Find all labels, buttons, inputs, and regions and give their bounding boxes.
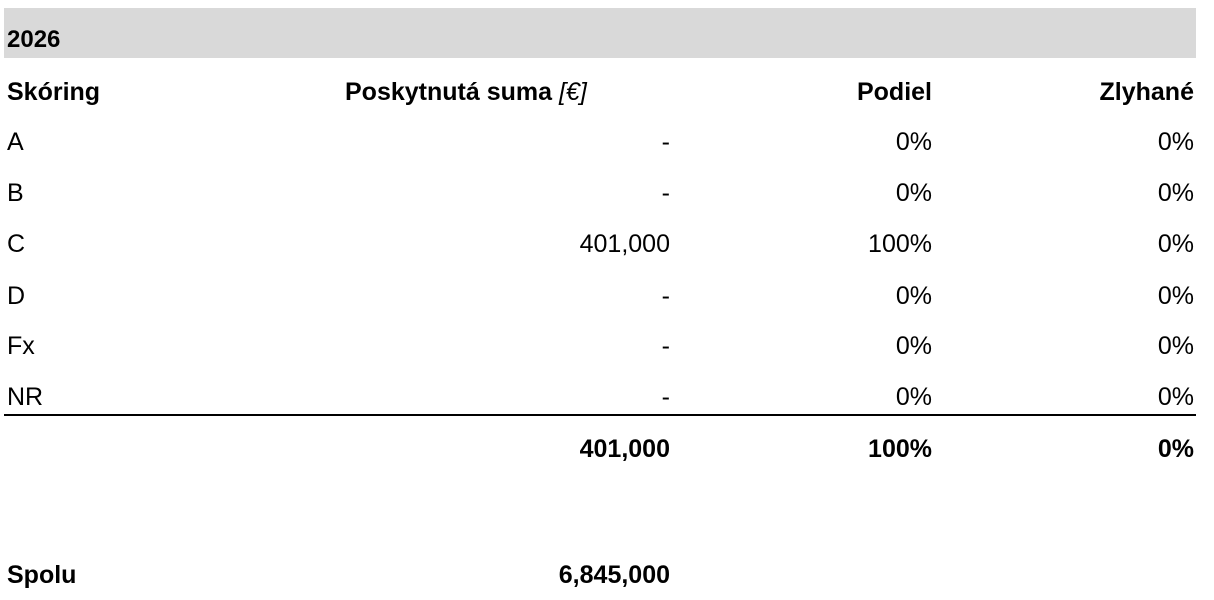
row-nr-share: 0% <box>895 383 932 411</box>
subtotal-amount: 401,000 <box>579 435 670 463</box>
row-fx-share: 0% <box>895 332 932 360</box>
column-header-amount-unit: [€] <box>558 78 587 106</box>
row-d-share: 0% <box>895 282 932 310</box>
column-header-share: Podiel <box>856 78 932 106</box>
row-a-defaulted: 0% <box>1157 128 1194 156</box>
row-fx-amount: - <box>661 332 670 360</box>
row-c-amount: 401,000 <box>579 230 670 258</box>
subtotal-divider <box>4 414 1196 416</box>
row-c-scoring: C <box>7 230 26 258</box>
row-a-scoring: A <box>7 128 24 156</box>
row-nr-scoring: NR <box>7 383 44 411</box>
total-amount: 6,845,000 <box>558 561 670 589</box>
row-b-scoring: B <box>7 179 24 207</box>
row-b-amount: - <box>661 179 670 207</box>
row-d-defaulted: 0% <box>1157 282 1194 310</box>
subtotal-defaulted: 0% <box>1157 435 1194 463</box>
row-b-defaulted: 0% <box>1157 179 1194 207</box>
subtotal-share: 100% <box>868 435 932 463</box>
column-header-scoring: Skóring <box>7 78 101 106</box>
row-c-share: 100% <box>868 230 932 258</box>
row-a-amount: - <box>661 128 670 156</box>
row-d-amount: - <box>661 282 670 310</box>
column-header-amount-label: Poskytnutá suma <box>345 78 553 106</box>
year-header-band <box>4 8 1196 58</box>
row-fx-scoring: Fx <box>7 332 35 360</box>
row-c-defaulted: 0% <box>1157 230 1194 258</box>
row-a-share: 0% <box>895 128 932 156</box>
row-b-share: 0% <box>895 179 932 207</box>
total-label: Spolu <box>7 561 77 589</box>
row-nr-defaulted: 0% <box>1157 383 1194 411</box>
row-nr-amount: - <box>661 383 670 411</box>
column-header-defaulted: Zlyhané <box>1099 78 1194 106</box>
row-fx-defaulted: 0% <box>1157 332 1194 360</box>
row-d-scoring: D <box>7 282 26 310</box>
year-title: 2026 <box>7 26 61 53</box>
column-header-amount <box>345 74 587 110</box>
